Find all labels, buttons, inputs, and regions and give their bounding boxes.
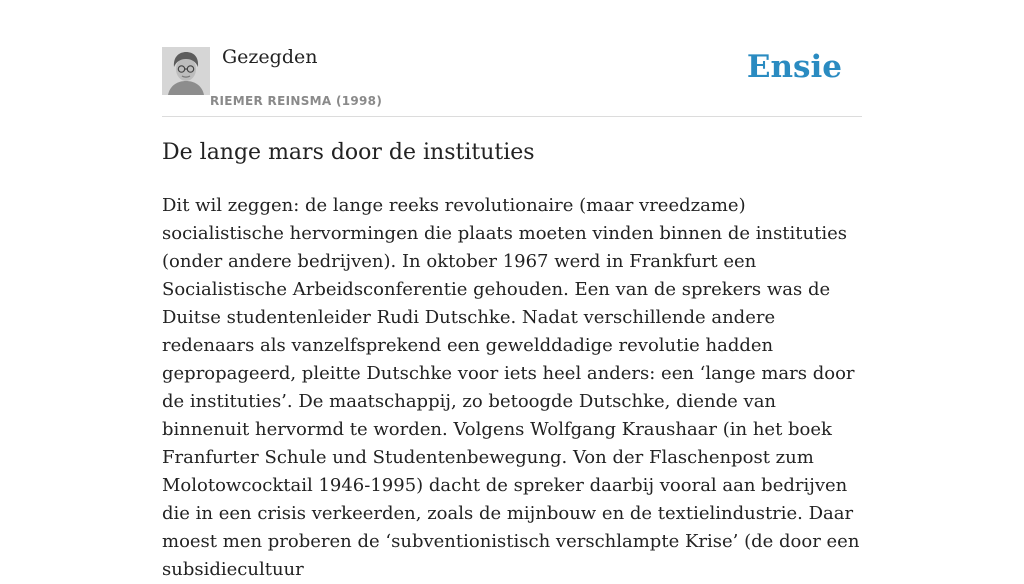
- entry-body: Dit wil zeggen: de lange reeks revolutionaire (maar vreedzame) socialistische hervormingen die plaats moeten vinden binnen de instituties (onder andere bedrijven). In oktober 1967 werd in Frankfurt een Socialistische Arbeidsconferentie gehouden. Een van de sprekers was de Duitse studentenleider Rudi Dutschke. Nadat verschillende andere redenaars als vanzelfsprekend een gewelddadige revolutie hadden gepropageerd, pleitte Dutschke voor iets heel anders: een ‘lange mars door de instituties’. De maatschappij, zo betoogde Dutschke, diende van binnenuit hervormd te worden. Volgens Wolfgang Kraushaar (in het boek Franfurter Schule und Studentenbewegung. Von der Flaschenpost zum Molotowcocktail 1946-1995) dacht de spreker daarbij vooral aan bedrijven die in een crisis verkeerden, zoals de mijnbouw en de textielindustrie. Daar moest men proberen de ‘subventionistisch verschlampte Krise’ (de door een subsidiecultuur: [162, 195, 860, 580]
- entry-header: [162, 44, 862, 117]
- author-portrait-icon: [162, 47, 210, 95]
- ensie-logo[interactable]: Ensie: [746, 49, 842, 85]
- entry-title: De lange mars door de instituties: [162, 140, 535, 165]
- author-credit[interactable]: RIEMER REINSMA (1998): [210, 94, 383, 108]
- source-title[interactable]: Gezegden: [222, 46, 318, 68]
- author-avatar: [162, 47, 210, 95]
